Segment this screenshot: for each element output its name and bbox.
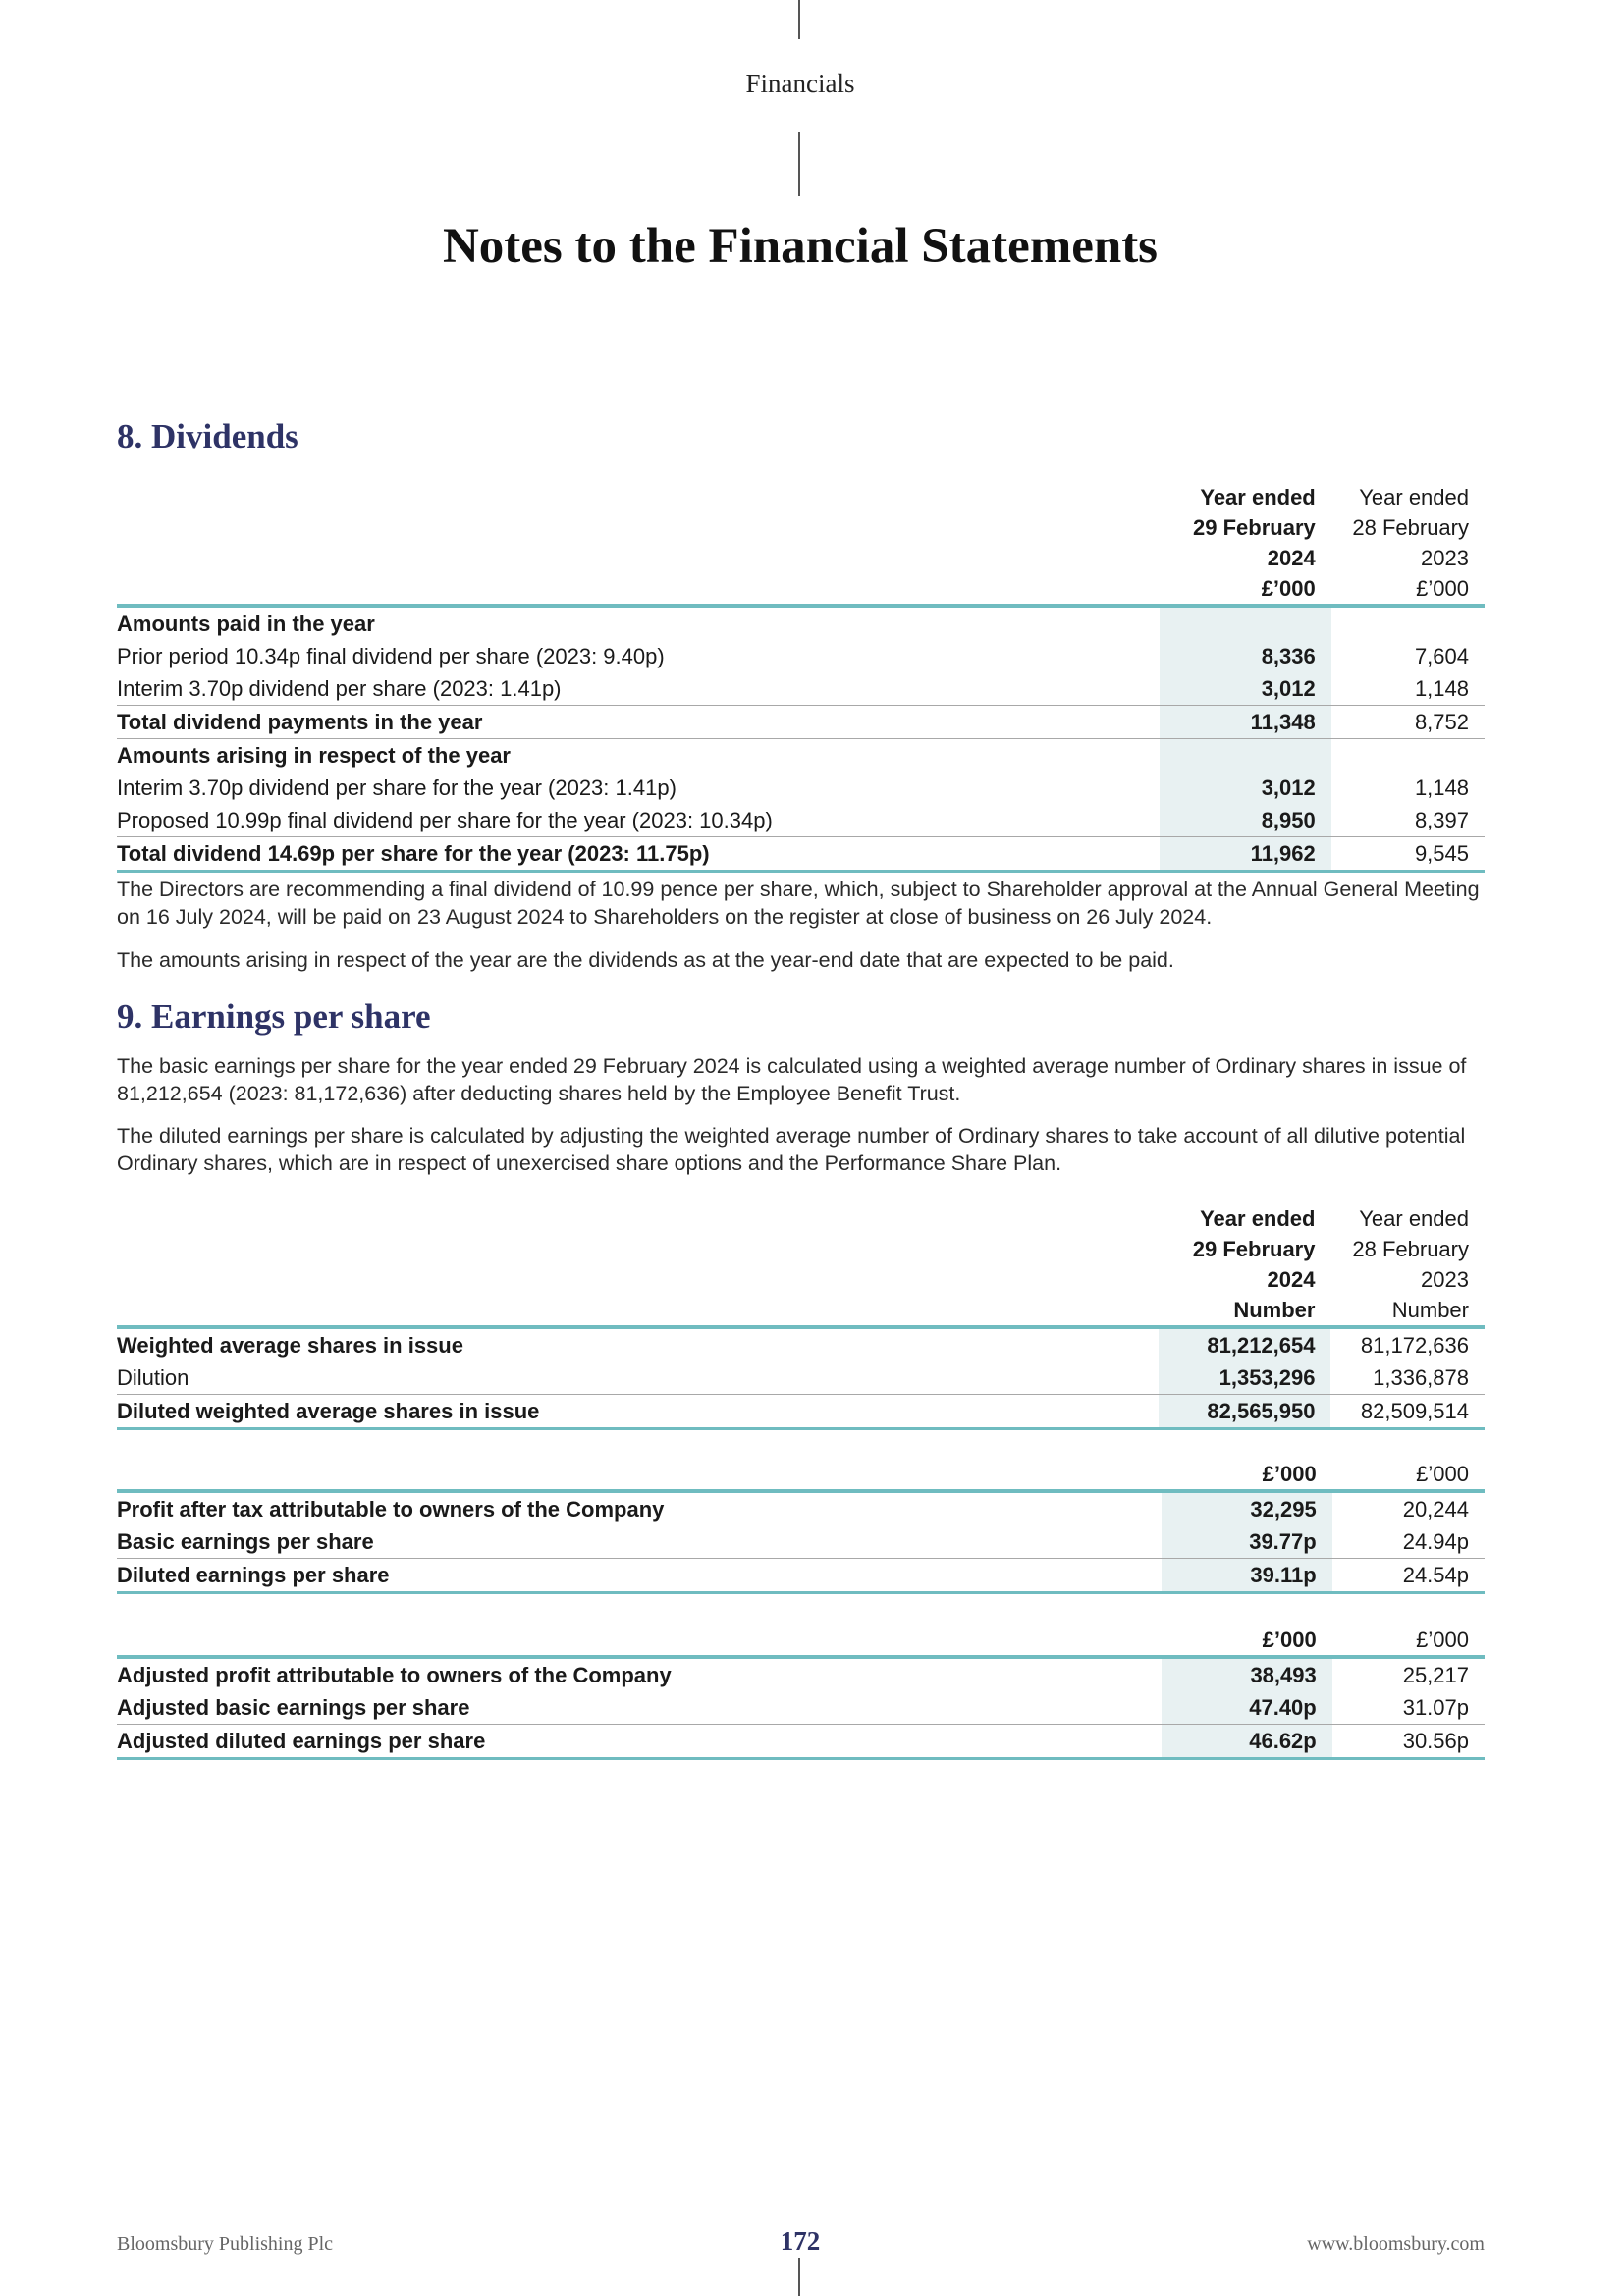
col-header-prior: £’000 [1332, 1459, 1485, 1491]
row-value-prior: 24.54p [1332, 1559, 1485, 1593]
table-row [117, 1525, 1485, 1559]
table-row [117, 1691, 1485, 1725]
row-label: Proposed 10.99p final dividend per share for the year (2023: 10.34p) [117, 808, 773, 832]
table-row [117, 1362, 1485, 1395]
row-value-prior: 1,336,878 [1373, 1365, 1469, 1390]
row-value-prior: 25,217 [1402, 1663, 1469, 1687]
row-value-current: 8,336 [1160, 640, 1331, 672]
row-label: Amounts arising in respect of the year [117, 739, 1160, 773]
col-header-prior: 2023 [1421, 546, 1469, 570]
row-value-current: 11,348 [1160, 706, 1331, 739]
row-value-prior: 31.07p [1402, 1695, 1469, 1720]
row-value-current: 32,295 [1162, 1491, 1332, 1525]
table-row [117, 1559, 1485, 1593]
row-value-current [1160, 606, 1331, 640]
col-header-current: 29 February [1192, 1237, 1316, 1261]
row-label: Interim 3.70p dividend per share for the year (2023: 1.41p) [117, 775, 677, 800]
row-value-prior [1331, 606, 1485, 640]
row-value-prior: 82,509,514 [1330, 1395, 1485, 1429]
col-header-prior: Year ended [1359, 1206, 1469, 1231]
table-row [117, 672, 1485, 706]
row-value-current [1160, 739, 1331, 773]
row-value-prior: 81,172,636 [1360, 1333, 1469, 1358]
table-row [117, 1395, 1485, 1429]
row-value-prior: 24.94p [1402, 1529, 1469, 1554]
row-value-current: 38,493 [1162, 1657, 1332, 1691]
dividends-note: The amounts arising in respect of the year are the dividends as at the year-end date that are expected to be paid. [117, 948, 1174, 972]
dividends-table [117, 482, 1485, 873]
table-row [117, 606, 1485, 640]
col-header-prior: 28 February [1352, 1237, 1469, 1261]
col-header-current: £’000 [1160, 573, 1331, 606]
row-value-prior: 9,545 [1331, 837, 1485, 872]
row-value-prior: 8,752 [1331, 706, 1485, 739]
row-value-current: 3,012 [1160, 672, 1331, 706]
row-label: Total dividend 14.69p per share for the year (2023: 11.75p) [117, 837, 1160, 872]
table-row [117, 804, 1485, 837]
row-label: Adjusted profit attributable to owners of the Company [117, 1663, 672, 1687]
row-value-prior: 20,244 [1402, 1497, 1469, 1522]
row-value-current: 8,950 [1160, 804, 1331, 837]
col-header-prior: 2023 [1421, 1267, 1469, 1292]
footer-company: Bloomsbury Publishing Plc [117, 2233, 334, 2255]
row-value-current: 11,962 [1160, 837, 1331, 872]
header-divider-line [798, 132, 800, 196]
row-label: Profit after tax attributable to owners of the Company [117, 1497, 665, 1522]
dividends-heading: 8. Dividends [117, 417, 298, 455]
col-header-current: Number [1159, 1295, 1330, 1327]
row-value-prior: 8,397 [1414, 808, 1469, 832]
row-value-prior: 1,148 [1414, 676, 1469, 701]
row-value-current: 81,212,654 [1159, 1327, 1330, 1362]
section-label: Financials [745, 69, 855, 98]
eps-profit-table [117, 1459, 1485, 1594]
table-row [117, 1491, 1485, 1525]
eps-paragraph: The basic earnings per share for the year ended 29 February 2024 is calculated using a weighted average number of Ordinary shares in issue of 81,212,654 (2023: 81,172,636) after deducting shares held by the Employee Benefit Trust. [117, 1054, 1467, 1105]
col-header-prior: Number [1330, 1295, 1485, 1327]
table-row [117, 640, 1485, 672]
row-value-prior: 30.56p [1332, 1725, 1485, 1759]
col-header-prior: Year ended [1359, 485, 1469, 509]
table-row [117, 739, 1485, 773]
col-header-current: 2024 [1267, 1267, 1316, 1292]
row-label: Weighted average shares in issue [117, 1333, 463, 1358]
footer-website: www.bloomsbury.com [1307, 2233, 1485, 2255]
top-divider-line [798, 0, 800, 39]
col-header-current: Year ended [1200, 485, 1316, 509]
col-header-prior: £’000 [1332, 1625, 1485, 1657]
row-value-prior: 1,148 [1414, 775, 1469, 800]
row-value-current: 3,012 [1160, 772, 1331, 804]
row-label: Dilution [117, 1365, 189, 1390]
col-header-current: £’000 [1162, 1625, 1332, 1657]
row-label: Diluted weighted average shares in issue [117, 1395, 1159, 1429]
row-label: Basic earnings per share [117, 1529, 374, 1554]
row-label: Adjusted diluted earnings per share [117, 1725, 1162, 1759]
eps-heading: 9. Earnings per share [117, 997, 431, 1036]
row-value-current: 47.40p [1162, 1691, 1332, 1725]
col-header-prior: £’000 [1331, 573, 1485, 606]
table-row [117, 1327, 1485, 1362]
row-value-prior: 7,604 [1414, 644, 1469, 668]
bottom-divider-line [798, 2258, 800, 2296]
table-row [117, 706, 1485, 739]
row-label: Adjusted basic earnings per share [117, 1695, 470, 1720]
col-header-current: 29 February [1193, 515, 1316, 540]
row-label: Interim 3.70p dividend per share (2023: 1.41p) [117, 676, 562, 701]
row-value-current: 1,353,296 [1159, 1362, 1330, 1395]
row-label: Total dividend payments in the year [117, 706, 1160, 739]
table-row [117, 772, 1485, 804]
row-value-current: 46.62p [1162, 1725, 1332, 1759]
table-row [117, 1725, 1485, 1759]
col-header-current: Year ended [1200, 1206, 1316, 1231]
row-value-current: 82,565,950 [1159, 1395, 1330, 1429]
eps-shares-table [117, 1203, 1485, 1430]
page-number: 172 [780, 2226, 821, 2256]
page-title: Notes to the Financial Statements [442, 219, 1159, 274]
row-label: Amounts paid in the year [117, 612, 375, 636]
table-row [117, 837, 1485, 872]
eps-paragraph: The diluted earnings per share is calculated by adjusting the weighted average number of Ordinary shares to take account of all dilutive potential Ordinary shares, which are in respect of unexercised share options and the Performance Share Plan. [117, 1124, 1466, 1175]
row-value-current: 39.11p [1162, 1559, 1332, 1593]
col-header-prior: 28 February [1352, 515, 1469, 540]
col-header-current: 2024 [1267, 546, 1316, 570]
row-label: Diluted earnings per share [117, 1559, 1162, 1593]
row-label: Prior period 10.34p final dividend per share (2023: 9.40p) [117, 644, 665, 668]
table-row [117, 1657, 1485, 1691]
eps-adjusted-table [117, 1625, 1485, 1760]
col-header-current: £’000 [1162, 1459, 1332, 1491]
row-value-current: 39.77p [1162, 1525, 1332, 1559]
row-value-prior [1331, 739, 1485, 773]
dividends-note: The Directors are recommending a final dividend of 10.99 pence per share, which, subject to Shareholder approval at the Annual General Meeting on 16 July 2024, will be paid on 23 August 2024 to Shareholders on the register at close of business on 26 July 2024. [117, 878, 1480, 929]
